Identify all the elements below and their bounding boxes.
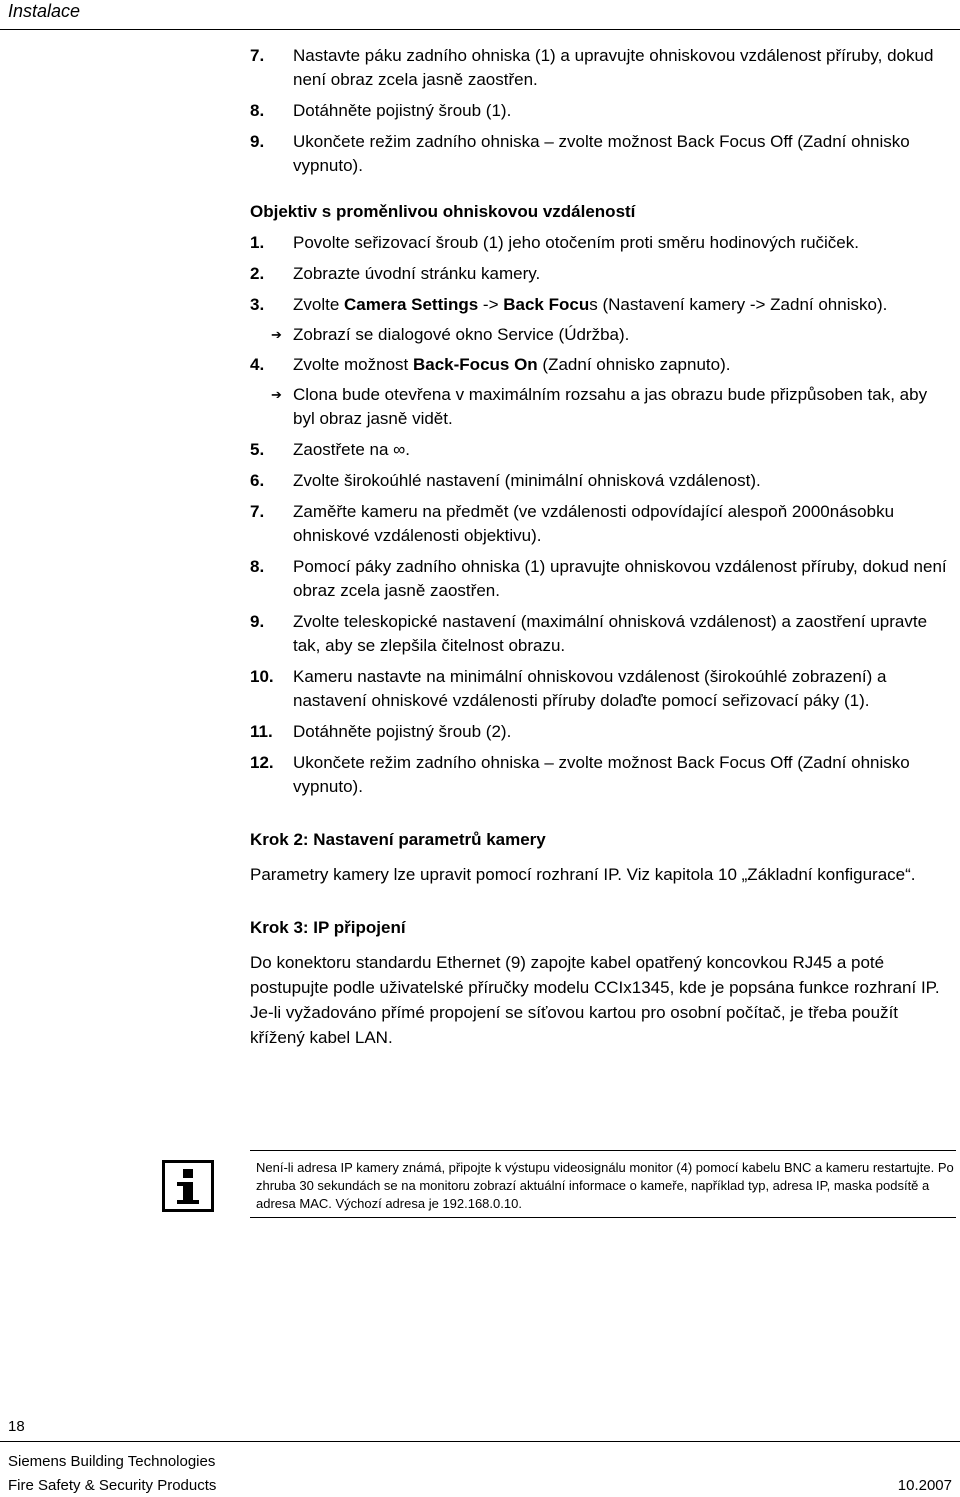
result-line: ➔ Clona bude otevřena v maximálním rozsahu a jas obrazu bude přizpůsoben tak, aby byl obraz jasně vidět. [271, 385, 928, 428]
list-item: 9. Zvolte teleskopické nastavení (maximální ohnisková vzdálenost) a zaostření upravte tak, aby se zlepšila čitelnost obrazu. [250, 612, 928, 655]
list-item: 4. Zvolte možnost Back-Focus On (Zadní ohnisko zapnuto). [250, 355, 731, 374]
info-note-text: Není-li adresa IP kamery známá, připojte k výstupu videosignálu monitor (4) pomocí kabelu BNC a kameru restartujte. Po zhruba 30 sekundách se na monitoru zobrazí aktuální informace o kameře, například typ, adresa IP, maska podsítě a adresa MAC. Výchozí adresa je 192.168.0.10. [256, 1160, 954, 1211]
list-item: 8. Dotáhněte pojistný šroub (1). [250, 101, 512, 120]
footer-date: 10.2007 [897, 1477, 952, 1494]
list-item: 8. Pomocí páky zadního ohniska (1) upravujte ohniskovou vzdálenost příruby, dokud není obraz zcela jasně zaostřen. [250, 557, 947, 600]
arrow-right-icon: ➔ [271, 387, 282, 402]
info-icon [162, 1160, 214, 1212]
footer-company: Siemens Building Technologies [8, 1453, 216, 1470]
list-item: 7. Nastavte páku zadního ohniska (1) a upravujte ohniskovou vzdálenost příruby, dokud není obraz zcela jasně zaostřen. [250, 46, 934, 89]
list-item: 11. Dotáhněte pojistný šroub (2). [250, 722, 512, 741]
footer-divider [0, 1441, 960, 1442]
header-title: Instalace [8, 1, 81, 21]
arrow-right-icon: ➔ [271, 327, 282, 342]
list-item: 3. Zvolte Camera Settings -> Back Focus (Nastavení kamery -> Zadní ohnisko). [250, 295, 888, 314]
section-heading-zoom: Objektiv s proměnlivou ohniskovou vzdáleností [250, 202, 636, 221]
list-item: 10. Kameru nastavte na minimální ohniskovou vzdálenost (širokoúhlé zobrazení) a nastavení ohniskové vzdálenosti příruby dolaďte pomocí seřizovací páky (1). [250, 667, 887, 710]
paragraph-step2: Parametry kamery lze upravit pomocí rozhraní IP. Viz kapitola 10 „Základní konfigurace“. [250, 865, 916, 884]
list-item: 5. Zaostřete na ∞. [250, 440, 411, 459]
page-number: 18 [8, 1418, 25, 1435]
footer-division: Fire Safety & Security Products [8, 1477, 217, 1494]
page-header [0, 0, 960, 30]
paragraph-step3: Do konektoru standardu Ethernet (9) zapojte kabel opatřený koncovkou RJ45 a poté postupujte podle uživatelské příručky modelu CCIx1345, kde je popsána funkce rozhraní IP. Je-li vyžadováno přímé propojení se síťovou kartou pro osobní počítač, je třeba použít křížený kabel LAN. [250, 953, 940, 1047]
section-heading-step2: Krok 2: Nastavení parametrů kamery [250, 830, 546, 849]
section-heading-step3: Krok 3: IP připojení [250, 918, 406, 937]
main-content [250, 44, 950, 1050]
list-item: 12. Ukončete režim zadního ohniska – zvolte možnost Back Focus Off (Zadní ohnisko vypnuto). [250, 753, 910, 796]
info-note [250, 1150, 956, 1218]
list-item: 6. Zvolte širokoúhlé nastavení (minimální ohnisková vzdálenost). [250, 471, 761, 490]
result-line: ➔ Zobrazí se dialogové okno Service (Údržba). [250, 323, 950, 347]
list-item: 7. Zaměřte kameru na předmět (ve vzdálenosti odpovídající alespoň 2000násobku ohniskové vzdálenosti objektivu). [250, 502, 895, 545]
list-item: 9. Ukončete režim zadního ohniska – zvolte možnost Back Focus Off (Zadní ohnisko vypnuto). [250, 132, 910, 175]
list-item: 1. Povolte seřizovací šroub (1) jeho otočením proti směru hodinových ručiček. [250, 233, 859, 252]
list-item: 2. Zobrazte úvodní stránku kamery. [250, 264, 541, 283]
